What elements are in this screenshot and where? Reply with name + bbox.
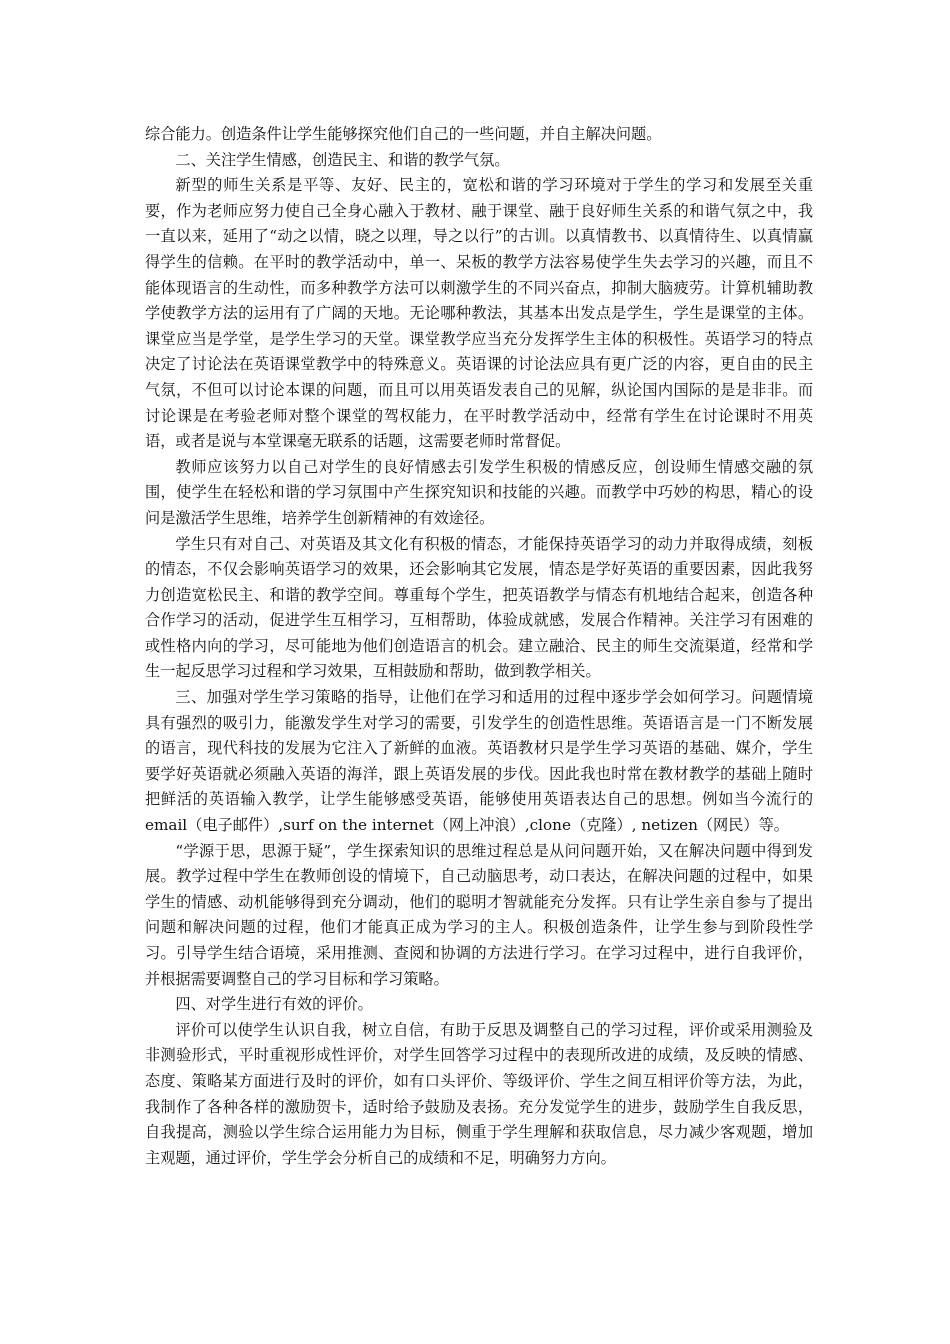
document-page [145, 122, 813, 1171]
body-paragraph: 评价可以使学生认识自我，树立自信，有助于反思及调整自己的学习过程，评价或采用测验及非测验形式，平时重视形成性评价，对学生回答学习过程中的表现所改进的成绩，及反映的情感、态度、策略某方面进行及时的评价，如有口头评价、等级评价、学生之间互相评价等方法，为此，我制作了各种各样的激励贺卡，适时给予鼓励及表扬。充分发觉学生的进步，鼓励学生自我反思，自我提高，测验以学生综合运用能力为目标，侧重于学生理解和获取信息，尽力减少客观题，增加主观题，通过评价，学生学会分析自己的成绩和不足，明确努力方向。 [145, 1020, 813, 1167]
body-paragraph: 学生只有对自己、对英语及其文化有积极的情态，才能保持英语学习的动力并取得成绩，刻板的情态，不仅会影响英语学习的效果，还会影响其它发展，情态是学好英语的重要因素，因此我努力创造宽松民主、和谐的教学空间。尊重每个学生，把英语教学与情态有机地结合起来，创造各种合作学习的活动，促进学生互相学习，互相帮助，体验成就感，发展合作精神。关注学习有困难的或性格内向的学习，尽可能地为他们创造语言的机会。建立融洽、民主的师生交流渠道，经常和学生一起反思学习过程和学习效果，互相鼓励和帮助，做到教学相关。 [145, 534, 813, 681]
section-heading-3-paragraph: 三、加强对学生学习策略的指导，让他们在学习和适用的过程中逐步学会如何学习。问题情境具有强烈的吸引力，能激发学生对学习的需要，引发学生的创造性思维。英语语言是一门不断发展的语言，现代科技的发展为它注入了新鲜的血液。英语教材只是学生学习英语的基础、媒介，学生要学好英语就必须融入英语的海洋，跟上英语发展的步伐。因此我也时常在教材教学的基础上随时把鲜活的英语输入教学，让学生能够感受英语，能够使用英语表达自己的思想。例如当今流行的 email（电子邮件）,surf on the internet（网上冲浪）,clone（克隆）, netizen（网民）等。 [145, 688, 813, 835]
section-heading-4: 四、对学生进行有效的评价。 [175, 995, 373, 1014]
body-paragraph: 教师应该努力以自己对学生的良好情感去引发学生积极的情感反应，创设师生情感交融的氛围，使学生在轻松和谐的学习氛围中产生探究知识和技能的兴趣。而教学中巧妙的构思，精心的设问是激活学生思维，培养学生创新精神的有效途径。 [145, 457, 813, 527]
body-paragraph: “学源于思，思源于疑”，学生探索知识的思维过程总是从问问题开始，又在解决问题中得到发展。教学过程中学生在教师创设的情境下，自己动脑思考，动口表达，在解决问题的过程中，如果学生的情感、动机能够得到充分调动，他们的聪明才智就能充分发挥。只有让学生亲自参与了提出问题和解决问题的过程，他们才能真正成为学习的主人。积极创造条件，让学生参与到阶段性学习。引导学生结合语境，采用推测、查阅和协调的方法进行学习。在学习过程中，进行自我评价，并根据需要调整自己的学习目标和学习策略。 [145, 841, 813, 988]
paragraph-continuation: 综合能力。创造条件让学生能够探究他们自己的一些问题，并自主解决问题。 [145, 125, 662, 143]
body-paragraph: 新型的师生关系是平等、友好、民主的，宽松和谐的学习环境对于学生的学习和发展至关重要，作为老师应努力使自己全身心融入于教材、融于课堂、融于良好师生关系的和谐气氛之中，我一直以来，延用了“动之以情，晓之以理，导之以行”的古训。以真情教书、以真情待生、以真情赢得学生的信赖。在平时的教学活动中，单一、呆板的教学方法容易使学生失去学习的兴趣，而且不能体现语言的生动性，而多种教学方法可以刺激学生的不同兴奋点，抑制大脑疲劳。计算机辅助教学使教学方法的运用有了广阔的天地。无论哪种教法，其基本出发点是学生，学生是课堂的主体。课堂应当是学堂，是学生学习的天堂。课堂教学应当充分发挥学生主体的积极性。英语学习的特点决定了讨论法在英语课堂教学中的特殊意义。英语课的讨论法应具有更广泛的内容，更自由的民主气氛，不但可以讨论本课的问题，而且可以用英语发表自己的见解，纵论国内国际的是是非非。而讨论课是在考验老师对整个课堂的驾权能力，在平时教学活动中，经常有学生在讨论课时不用英语，或者是说与本堂课毫无联系的话题，这需要老师时常督促。 [145, 176, 813, 451]
section-heading-2: 二、关注学生情感，创造民主、和谐的教学气氛。 [175, 150, 510, 169]
